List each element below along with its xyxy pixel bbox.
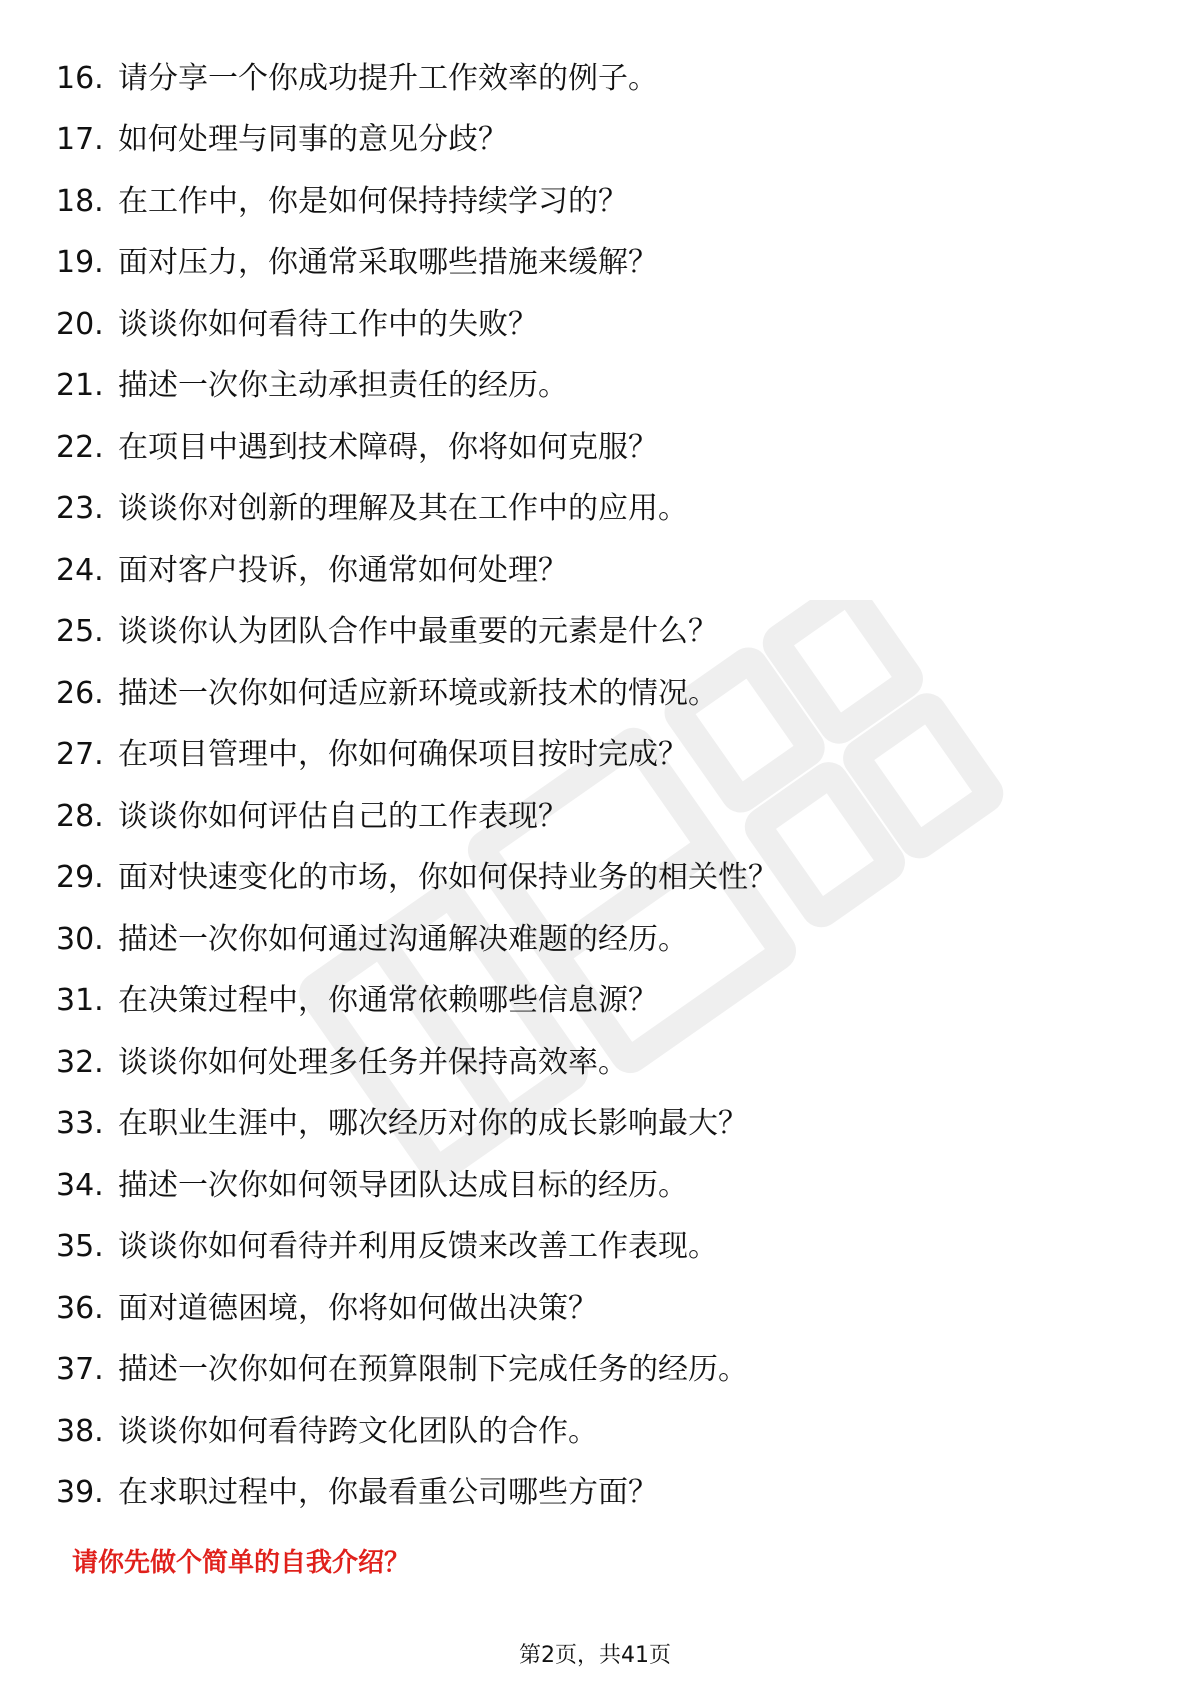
- question-item: [56, 540, 778, 602]
- question-number: 26.: [56, 675, 104, 711]
- question-text: 在职业生涯中，哪次经历对你的成长影响最大？: [118, 1106, 748, 1142]
- question-text: 在决策过程中，你通常依赖哪些信息源？: [118, 983, 658, 1019]
- question-text: 谈谈你如何看待并利用反馈来改善工作表现。: [118, 1229, 718, 1265]
- question-text: 面对客户投诉，你通常如何处理？: [118, 552, 568, 588]
- question-item: [56, 233, 778, 295]
- question-number: 18.: [56, 183, 104, 219]
- question-text: 面对压力，你通常采取哪些措施来缓解？: [118, 245, 658, 281]
- question-number: 28.: [56, 798, 104, 834]
- question-text: 谈谈你对创新的理解及其在工作中的应用。: [118, 491, 688, 527]
- question-text: 谈谈你如何处理多任务并保持高效率。: [118, 1044, 628, 1080]
- question-text: 谈谈你如何看待跨文化团队的合作。: [118, 1413, 598, 1449]
- question-item: [56, 909, 778, 971]
- question-number: 22.: [56, 429, 104, 465]
- question-text: 描述一次你如何在预算限制下完成任务的经历。: [118, 1352, 748, 1388]
- question-text: 在工作中，你是如何保持持续学习的？: [118, 183, 628, 219]
- question-number: 34.: [56, 1167, 104, 1203]
- question-text: 描述一次你主动承担责任的经历。: [118, 368, 568, 404]
- question-text: 请分享一个你成功提升工作效率的例子。: [118, 60, 658, 96]
- question-item: [56, 1401, 778, 1463]
- question-number: 17.: [56, 122, 104, 158]
- question-number: 36.: [56, 1290, 104, 1326]
- question-text: 描述一次你如何适应新环境或新技术的情况。: [118, 675, 718, 711]
- page-number: 第2页，共41页: [519, 1643, 671, 1668]
- question-text: 描述一次你如何领导团队达成目标的经历。: [118, 1167, 688, 1203]
- question-text: 面对道德困境，你将如何做出决策？: [118, 1290, 598, 1326]
- question-item: [56, 1278, 778, 1340]
- question-number: 27.: [56, 737, 104, 773]
- question-item: [56, 786, 778, 848]
- question-item: [56, 1463, 778, 1525]
- question-item: [56, 663, 778, 725]
- question-text: 谈谈你如何看待工作中的失败？: [118, 306, 538, 342]
- question-item: [56, 1155, 778, 1217]
- question-number: 24.: [56, 552, 104, 588]
- question-number: 23.: [56, 491, 104, 527]
- question-text: 谈谈你认为团队合作中最重要的元素是什么？: [118, 614, 718, 650]
- question-item: [56, 479, 778, 541]
- question-item: [56, 725, 778, 787]
- question-item: [56, 417, 778, 479]
- question-number: 37.: [56, 1352, 104, 1388]
- question-number: 25.: [56, 614, 104, 650]
- question-item: [56, 1032, 778, 1094]
- question-item: [56, 356, 778, 418]
- question-item: [56, 1094, 778, 1156]
- question-item: [56, 48, 778, 110]
- question-item: [56, 1217, 778, 1279]
- question-number: 31.: [56, 983, 104, 1019]
- question-text: 面对快速变化的市场，你如何保持业务的相关性？: [118, 860, 778, 896]
- question-number: 19.: [56, 245, 104, 281]
- question-number: 33.: [56, 1106, 104, 1142]
- highlight-question: 请你先做个简单的自我介绍？: [72, 1548, 411, 1578]
- question-text: 在项目管理中，你如何确保项目按时完成？: [118, 737, 688, 773]
- question-number: 29.: [56, 860, 104, 896]
- question-item: [56, 848, 778, 910]
- question-text: 如何处理与同事的意见分歧？: [118, 122, 508, 158]
- question-text: 谈谈你如何评估自己的工作表现？: [118, 798, 568, 834]
- question-text: 在求职过程中，你最看重公司哪些方面？: [118, 1475, 658, 1511]
- question-text: 在项目中遇到技术障碍，你将如何克服？: [118, 429, 658, 465]
- question-text: 描述一次你如何通过沟通解决难题的经历。: [118, 921, 688, 957]
- question-number: 30.: [56, 921, 104, 957]
- question-number: 20.: [56, 306, 104, 342]
- question-item: [56, 171, 778, 233]
- question-item: [56, 294, 778, 356]
- question-number: 16.: [56, 60, 104, 96]
- question-item: [56, 602, 778, 664]
- question-list: [56, 48, 778, 1524]
- question-number: 38.: [56, 1413, 104, 1449]
- question-item: [56, 1340, 778, 1402]
- question-number: 35.: [56, 1229, 104, 1265]
- question-number: 39.: [56, 1475, 104, 1511]
- question-number: 21.: [56, 368, 104, 404]
- question-item: [56, 110, 778, 172]
- question-item: [56, 971, 778, 1033]
- question-number: 32.: [56, 1044, 104, 1080]
